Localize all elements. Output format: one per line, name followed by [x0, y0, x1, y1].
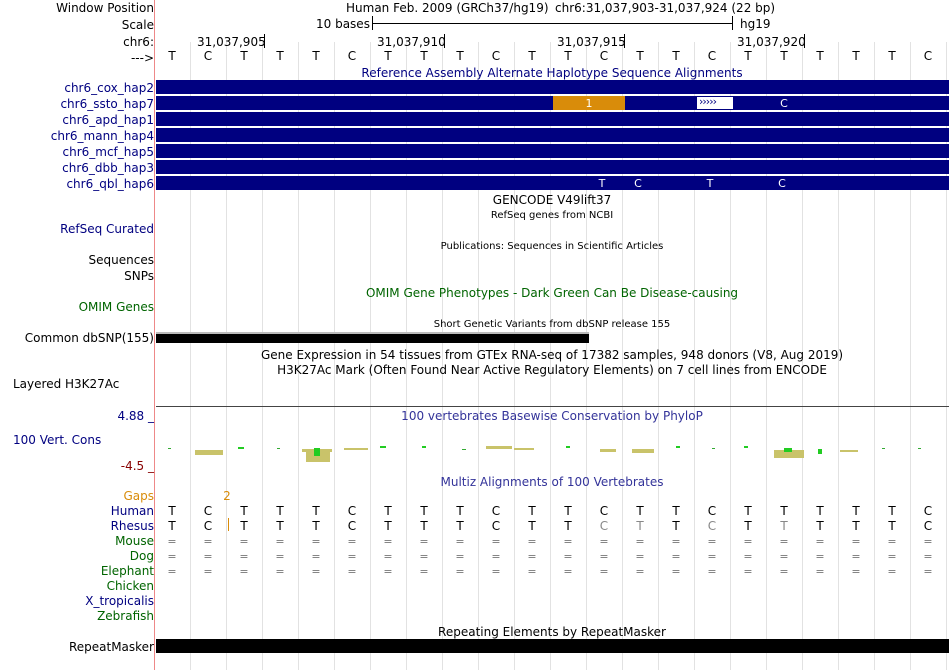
aligned-equal: = — [239, 550, 249, 563]
base-letter: T — [384, 49, 392, 63]
aligned-base: C — [203, 519, 213, 533]
aligned-equal: = — [455, 565, 465, 578]
haplotype-bar-chr6_qbl_hap6[interactable] — [156, 176, 949, 190]
aligned-equal: = — [167, 535, 177, 548]
base-letter: C — [707, 49, 717, 63]
base-letter: C — [599, 49, 609, 63]
base-letter: T — [852, 49, 860, 63]
phylop-min: -4.5 _ — [120, 459, 154, 473]
aligned-base: C — [347, 504, 357, 518]
aligned-equal: = — [275, 535, 285, 548]
aligned-equal: = — [203, 535, 213, 548]
scale-label: Scale — [121, 18, 154, 32]
chrom-label: chr6: — [123, 35, 154, 49]
aligned-base: T — [456, 519, 464, 533]
aligned-base: T — [636, 519, 644, 533]
haplotype-bar-chr6_dbb_hap3[interactable] — [156, 160, 949, 174]
aligned-equal: = — [599, 550, 609, 563]
haplotype-bar-chr6_mann_hap4[interactable] — [156, 128, 949, 142]
aligned-base: T — [564, 504, 572, 518]
aligned-base: T — [780, 519, 788, 533]
conservation-mark — [784, 448, 792, 452]
species-label-mouse[interactable]: Mouse — [115, 534, 154, 548]
strand-arrows: ››››› — [699, 95, 716, 108]
conservation-mark — [918, 448, 921, 449]
aligned-equal: = — [743, 550, 753, 563]
conservation-mark — [238, 447, 244, 449]
aligned-base: C — [923, 504, 933, 518]
base-letter: C — [203, 49, 213, 63]
haplotype-label-chr6_dbb_hap3[interactable]: chr6_dbb_hap3 — [62, 161, 154, 175]
phylop-max: 4.88 _ — [117, 409, 154, 423]
scale-db: hg19 — [740, 17, 771, 31]
conservation-mark — [882, 448, 885, 449]
repeat-element-bar[interactable] — [156, 639, 949, 653]
aligned-equal: = — [599, 565, 609, 578]
aligned-equal: = — [455, 550, 465, 563]
aligned-equal: = — [599, 535, 609, 548]
base-letter: C — [923, 49, 933, 63]
aligned-equal: = — [707, 535, 717, 548]
conservation-mark — [600, 449, 616, 452]
refseq-subtitle: RefSeq genes from NCBI — [490, 210, 614, 221]
haplotype-bar-chr6_mcf_hap5[interactable] — [156, 144, 949, 158]
aligned-base: T — [240, 504, 248, 518]
label-separator — [154, 0, 155, 670]
aligned-equal: = — [419, 565, 429, 578]
aligned-equal: = — [203, 565, 213, 578]
aligned-equal: = — [167, 550, 177, 563]
aligned-base: T — [636, 504, 644, 518]
aligned-base: T — [780, 504, 788, 518]
arrow-label: ---> — [130, 51, 154, 65]
aligned-equal: = — [707, 550, 717, 563]
base-letter: T — [312, 49, 320, 63]
aligned-equal: = — [671, 535, 681, 548]
aligned-equal: = — [851, 550, 861, 563]
aligned-equal: = — [671, 565, 681, 578]
aligned-base: T — [564, 519, 572, 533]
coordinate-label: 31,037,905 — [197, 35, 266, 49]
aligned-equal: = — [527, 565, 537, 578]
aligned-equal: = — [923, 550, 933, 563]
aligned-base: T — [420, 504, 428, 518]
base-letter: T — [528, 49, 536, 63]
conservation-mark — [818, 449, 822, 454]
aligned-equal: = — [923, 565, 933, 578]
alt-haplotypes-title: Reference Assembly Alternate Haplotype Sequence Alignments — [361, 66, 743, 80]
gtex-title: Gene Expression in 54 tissues from GTEx RNA-seq of 17382 samples, 948 donors (V8, Aug 2019) — [260, 348, 844, 362]
conservation-mark — [380, 446, 386, 448]
aligned-equal: = — [239, 565, 249, 578]
aligned-base: T — [888, 519, 896, 533]
phylop-label[interactable]: 100 Vert. Cons — [13, 433, 102, 447]
aligned-equal: = — [851, 565, 861, 578]
aligned-equal: = — [275, 565, 285, 578]
aligned-base: C — [599, 504, 609, 518]
base-letter: T — [672, 49, 680, 63]
species-label-human[interactable]: Human — [110, 504, 154, 518]
species-label-elephant[interactable]: Elephant — [100, 564, 154, 578]
aligned-equal: = — [347, 550, 357, 563]
aligned-base: C — [599, 519, 609, 533]
aligned-equal: = — [671, 550, 681, 563]
haplotype-label-chr6_apd_hap1[interactable]: chr6_apd_hap1 — [62, 113, 154, 127]
aligned-equal: = — [491, 550, 501, 563]
gaps-value: 2 — [223, 489, 231, 503]
aligned-base: T — [168, 519, 176, 533]
haplotype-mismatch: C — [780, 97, 788, 110]
aligned-equal: = — [887, 550, 897, 563]
aligned-base: T — [672, 504, 680, 518]
aligned-equal: = — [311, 535, 321, 548]
aligned-base: C — [491, 504, 501, 518]
conservation-mark — [168, 448, 171, 449]
gaps-label[interactable]: Gaps — [123, 489, 154, 503]
aligned-equal: = — [563, 550, 573, 563]
conservation-mark — [712, 448, 715, 449]
aligned-base: T — [276, 519, 284, 533]
base-letter: T — [816, 49, 824, 63]
base-letter: T — [240, 49, 248, 63]
aligned-base: T — [312, 519, 320, 533]
aligned-equal: = — [455, 535, 465, 548]
conservation-mark — [676, 446, 680, 448]
h3k27-title: H3K27Ac Mark (Often Found Near Active Regulatory Elements) on 7 cell lines from ENCODE — [277, 363, 827, 377]
scale-tick-right — [732, 16, 733, 30]
species-label-rhesus[interactable]: Rhesus — [110, 519, 154, 533]
species-label-zebrafish[interactable]: Zebrafish — [97, 609, 154, 623]
dbsnp-title: Short Genetic Variants from dbSNP release 155 — [433, 319, 671, 330]
aligned-base: T — [744, 504, 752, 518]
aligned-base: T — [384, 504, 392, 518]
publications-title: Publications: Sequences in Scientific Articles — [440, 241, 664, 252]
sequences-label[interactable]: Sequences — [88, 253, 154, 267]
scale-bases: 10 bases — [316, 17, 370, 31]
aligned-equal: = — [815, 535, 825, 548]
aligned-equal: = — [743, 535, 753, 548]
aligned-base: C — [491, 519, 501, 533]
aligned-equal: = — [779, 565, 789, 578]
dbsnp-label[interactable]: Common dbSNP(155) — [24, 331, 154, 345]
aligned-base: C — [347, 519, 357, 533]
aligned-equal: = — [203, 550, 213, 563]
haplotype-bar-chr6_apd_hap1[interactable] — [156, 112, 949, 126]
repeat-title: Repeating Elements by RepeatMasker — [438, 625, 666, 639]
aligned-base: T — [744, 519, 752, 533]
aligned-equal: = — [419, 550, 429, 563]
conservation-mark — [195, 450, 223, 455]
h3k27-label[interactable]: Layered H3K27Ac — [13, 377, 120, 391]
multiz-title: Multiz Alignments of 100 Vertebrates — [440, 475, 664, 489]
aligned-base: T — [852, 504, 860, 518]
aligned-equal: = — [635, 535, 645, 548]
base-letter: T — [780, 49, 788, 63]
aligned-base: T — [456, 504, 464, 518]
haplotype-label-chr6_mcf_hap5[interactable]: chr6_mcf_hap5 — [62, 145, 154, 159]
repeat-label[interactable]: RepeatMasker — [68, 640, 154, 654]
aligned-base: T — [240, 519, 248, 533]
conservation-mark — [744, 446, 748, 448]
aligned-equal: = — [347, 565, 357, 578]
aligned-equal: = — [887, 535, 897, 548]
coordinate-label: 31,037,915 — [557, 35, 626, 49]
base-letter: T — [636, 49, 644, 63]
base-letter: T — [744, 49, 752, 63]
base-letter: T — [564, 49, 572, 63]
aligned-equal: = — [779, 535, 789, 548]
aligned-equal: = — [527, 535, 537, 548]
aligned-equal: = — [491, 535, 501, 548]
conservation-mark — [462, 449, 466, 450]
base-letter: T — [456, 49, 464, 63]
haplotype-label-chr6_mann_hap4[interactable]: chr6_mann_hap4 — [50, 129, 154, 143]
aligned-equal: = — [311, 550, 321, 563]
aligned-base: T — [816, 519, 824, 533]
aligned-base: T — [384, 519, 392, 533]
haplotype-label-chr6_ssto_hap7[interactable]: chr6_ssto_hap7 — [60, 97, 154, 111]
haplotype-label-chr6_cox_hap2[interactable]: chr6_cox_hap2 — [64, 81, 154, 95]
haplotype-insertion-count: 1 — [585, 97, 593, 110]
aligned-base: T — [528, 519, 536, 533]
aligned-equal: = — [815, 565, 825, 578]
aligned-base: T — [816, 504, 824, 518]
aligned-equal: = — [779, 550, 789, 563]
aligned-base: T — [276, 504, 284, 518]
aligned-equal: = — [347, 535, 357, 548]
base-letter: T — [420, 49, 428, 63]
position-readout: chr6:31,037,903-31,037,924 (22 bp) — [555, 1, 776, 15]
phylop-title: 100 vertebrates Basewise Conservation by PhyloP — [401, 409, 703, 423]
conservation-mark — [277, 448, 280, 449]
aligned-base: T — [168, 504, 176, 518]
scale-bar — [372, 23, 732, 24]
aligned-equal: = — [383, 535, 393, 548]
conservation-mark — [566, 446, 570, 448]
base-letter: T — [888, 49, 896, 63]
species-label-chicken[interactable]: Chicken — [106, 579, 154, 593]
aligned-equal: = — [275, 550, 285, 563]
dbsnp-variant-bar-shade — [156, 332, 589, 334]
window-position-label: Window Position — [56, 1, 154, 15]
aligned-base: C — [923, 519, 933, 533]
base-letter: T — [168, 49, 176, 63]
aligned-equal: = — [491, 565, 501, 578]
aligned-equal: = — [563, 535, 573, 548]
aligned-equal: = — [635, 565, 645, 578]
aligned-equal: = — [383, 550, 393, 563]
aligned-equal: = — [707, 565, 717, 578]
aligned-base: T — [888, 504, 896, 518]
conservation-mark — [840, 450, 858, 452]
coordinate-label: 31,037,910 — [377, 35, 446, 49]
conservation-mark — [422, 446, 426, 448]
haplotype-bar-chr6_cox_hap2[interactable] — [156, 80, 949, 94]
aligned-base: C — [203, 504, 213, 518]
aligned-equal: = — [887, 565, 897, 578]
aligned-equal: = — [923, 535, 933, 548]
aligned-equal: = — [311, 565, 321, 578]
assembly-title: Human Feb. 2009 (GRCh37/hg19) — [346, 1, 549, 15]
species-label-x_tropicalis[interactable]: X_tropicalis — [85, 594, 154, 608]
haplotype-mismatch: C — [634, 177, 642, 190]
aligned-equal: = — [239, 535, 249, 548]
aligned-base: C — [707, 519, 717, 533]
aligned-base: T — [420, 519, 428, 533]
conservation-mark — [344, 448, 368, 450]
omim-label[interactable]: OMIM Genes — [78, 300, 154, 314]
base-letter: C — [347, 49, 357, 63]
aligned-base: T — [852, 519, 860, 533]
conservation-mark — [486, 446, 512, 449]
haplotype-mismatch: T — [598, 177, 606, 190]
aligned-equal: = — [167, 565, 177, 578]
aligned-equal: = — [743, 565, 753, 578]
aligned-base: T — [312, 504, 320, 518]
base-letter: C — [491, 49, 501, 63]
conservation-mark — [514, 448, 534, 450]
aligned-equal: = — [815, 550, 825, 563]
aligned-equal: = — [383, 565, 393, 578]
conservation-mark — [314, 448, 320, 456]
rhesus-insertion-tick — [228, 518, 229, 531]
aligned-equal: = — [851, 535, 861, 548]
species-label-dog[interactable]: Dog — [129, 549, 154, 563]
haplotype-mismatch: T — [706, 177, 714, 190]
conservation-mark — [632, 449, 654, 453]
refseq-label[interactable]: RefSeq Curated — [60, 222, 154, 236]
haplotype-label-chr6_qbl_hap6[interactable]: chr6_qbl_hap6 — [66, 177, 154, 191]
snps-label[interactable]: SNPs — [124, 269, 154, 283]
aligned-equal: = — [563, 565, 573, 578]
gencode-title: GENCODE V49lift37 — [492, 193, 612, 207]
haplotype-mismatch: C — [778, 177, 786, 190]
base-letter: T — [276, 49, 284, 63]
coordinate-label: 31,037,920 — [737, 35, 806, 49]
aligned-equal: = — [635, 550, 645, 563]
aligned-equal: = — [419, 535, 429, 548]
aligned-base: C — [707, 504, 717, 518]
omim-title: OMIM Gene Phenotypes - Dark Green Can Be Disease-causing — [365, 286, 739, 300]
aligned-equal: = — [527, 550, 537, 563]
aligned-base: T — [672, 519, 680, 533]
aligned-base: T — [528, 504, 536, 518]
track-divider — [156, 406, 949, 407]
